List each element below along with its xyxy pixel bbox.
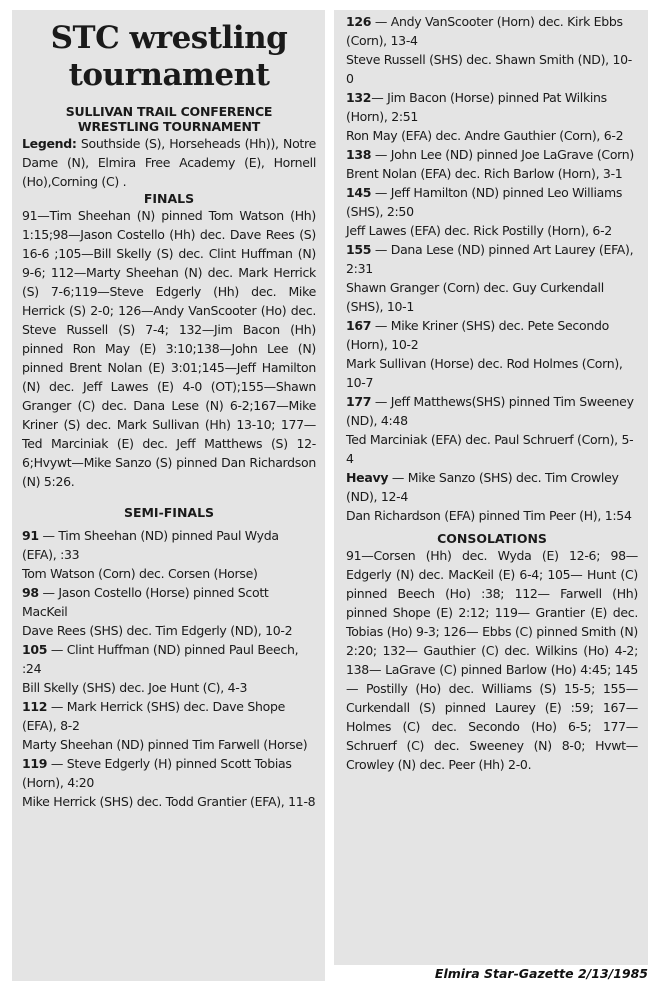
result-text: Dave Rees (SHS) dec. Tim Edgerly (ND), 10-2 <box>22 623 293 638</box>
weight-class: 105 <box>22 642 48 657</box>
result-entry <box>22 640 316 678</box>
result-text: — Jeff Hamilton (ND) pinned Leo Williams (SHS), 2:50 <box>346 185 623 219</box>
result-text: — Mike Sanzo (SHS) dec. Tim Crowley (ND), 12-4 <box>346 470 619 504</box>
weight-class: Heavy <box>346 470 389 485</box>
result-text: Jeff Lawes (EFA) dec. Rick Postilly (Horn), 6-2 <box>346 223 612 238</box>
subhead-line-2: WRESTLING TOURNAMENT <box>77 119 261 134</box>
subhead <box>22 104 316 134</box>
weight-class: 167 <box>346 318 372 333</box>
result-entry <box>346 278 638 316</box>
result-entry <box>22 526 316 564</box>
legend-text: Southside (S), Horseheads (Hh)), Notre Dame (N), Elmira Free Academy (E), Hornell (Ho),Corning (C) . <box>22 136 316 189</box>
weight-class: 145 <box>346 185 372 200</box>
result-text: Bill Skelly (SHS) dec. Joe Hunt (C), 4-3 <box>22 680 248 695</box>
result-text: — Tim Sheehan (ND) pinned Paul Wyda (EFA), :33 <box>22 528 279 562</box>
result-entry <box>22 621 316 640</box>
result-entry <box>346 145 638 164</box>
result-entry <box>346 88 638 126</box>
result-text: Dan Richardson (EFA) pinned Tim Peer (H), 1:54 <box>346 508 632 523</box>
result-text: Ted Marciniak (EFA) dec. Paul Schruerf (Corn), 5-4 <box>346 432 634 466</box>
consolations-results: 91—Corsen (Hh) dec. Wyda (E) 12-6; 98— Edgerly (N) dec. MacKeil (E) 6-4; 105— Hunt (C) pinned Beech (Ho) :38; 112— Farwell (Hh) pinned Shope (E) 2:12; 119— Grantier (E) dec. Tobias (Ho) 9-3; 126— Ebbs (C) pinned Smith (N) 2:20; 132— Gauthier (C) dec. Wilkins (Ho) 4-2; 138— LaGrave (C) pinned Barlow (Ho) 4:45; 145— Postilly (Ho) dec. Williams (S) 15-5; 155— Curkendall (S) pinned Laurey (E) :59; 167— Holmes (C) dec. Secondo (Ho) 6-5; 177—Schruerf (C) dec. Sweeney (N) 8-0; Hvwt— Crowley (N) dec. Peer (Hh) 2-0. <box>346 548 638 772</box>
result-entry <box>346 50 638 88</box>
result-entry <box>346 468 638 506</box>
result-entry <box>346 392 638 430</box>
legend-label: Legend: <box>22 136 77 151</box>
result-text: — Jeff Matthews(SHS) pinned Tim Sweeney (ND), 4:48 <box>346 394 634 428</box>
finals-heading: FINALS <box>143 191 195 206</box>
result-text: — Clint Huffman (ND) pinned Paul Beech, :24 <box>22 642 299 676</box>
headline-line-2: tournament <box>68 57 270 93</box>
semifinals-right-list <box>346 12 638 525</box>
semifinals-heading: SEMI-FINALS <box>123 505 215 520</box>
result-text: — John Lee (ND) pinned Joe LaGrave (Corn) <box>371 147 634 162</box>
result-text: — Mark Herrick (SHS) dec. Dave Shope (EFA), 8-2 <box>22 699 285 733</box>
weight-class: 177 <box>346 394 372 409</box>
semifinals-left-list <box>22 526 316 811</box>
weight-class: 119 <box>22 756 48 771</box>
result-text: — Andy VanScooter (Horn) dec. Kirk Ebbs (Corn), 13-4 <box>346 14 623 48</box>
result-entry <box>22 564 316 583</box>
result-text: Steve Russell (SHS) dec. Shawn Smith (ND), 10-0 <box>346 52 633 86</box>
result-entry <box>22 678 316 697</box>
weight-class: 98 <box>22 585 39 600</box>
result-text: Brent Nolan (EFA) dec. Rich Barlow (Horn), 3-1 <box>346 166 623 181</box>
weight-class: 132 <box>346 90 372 105</box>
subhead-line-1: SULLIVAN TRAIL CONFERENCE <box>65 104 273 119</box>
result-text: Shawn Granger (Corn) dec. Guy Curkendall (SHS), 10-1 <box>346 280 604 314</box>
finals-results: 91—Tim Sheehan (N) pinned Tom Watson (Hh) 1:15;98—Jason Costello (Hh) dec. Dave Rees (S) 16-6 ;105—Bill Skelly (S) dec. Clint Huffman (N) 9-6; 112—Marty Sheehan (N) dec. Mark Herrick (S) 7-6;119—Steve Edgerly (Hh) dec. Mike Herrick (S) 2-0; 126—Andy VanScooter (Ho) dec. Steve Russell (S) 7-4; 132—Jim Bacon (Hh) pinned Ron May (E) 3:10;138—John Lee (N) pinned Brent Nolan (E) 3:01;145—Jeff Hamilton (N) dec. Jeff Lawes (E) 4-0 (OT);155—Shawn Granger (C) dec. Dana Lese (N) 6-2;167—Mike Kriner (S) dec. Mark Sullivan (Hh) 13-10; 177—Ted Marciniak (E) dec. Jeff Matthews (S) 12-6;Hvywt—Mike Sanzo (S) pinned Dan Richardson (N) 5:26. <box>22 208 316 489</box>
result-entry <box>22 792 316 811</box>
weight-class: 112 <box>22 699 48 714</box>
result-text: — Jason Costello (Horse) pinned Scott MacKeil <box>22 585 269 619</box>
result-text: Mark Sullivan (Horse) dec. Rod Holmes (Corn), 10-7 <box>346 356 623 390</box>
result-entry <box>346 430 638 468</box>
result-text: — Jim Bacon (Horse) pinned Pat Wilkins (Horn), 2:51 <box>346 90 607 124</box>
result-text: — Dana Lese (ND) pinned Art Laurey (EFA), 2:31 <box>346 242 634 276</box>
result-entry <box>346 183 638 221</box>
weight-class: 138 <box>346 147 372 162</box>
result-text: Mike Herrick (SHS) dec. Todd Grantier (EFA), 11-8 <box>22 794 316 809</box>
result-text: — Mike Kriner (SHS) dec. Pete Secondo (Horn), 10-2 <box>346 318 609 352</box>
headline <box>22 20 316 94</box>
result-entry <box>346 12 638 50</box>
result-entry <box>22 735 316 754</box>
result-entry <box>346 354 638 392</box>
result-text: Marty Sheehan (ND) pinned Tim Farwell (Horse) <box>22 737 308 752</box>
source-caption: Elmira Star-Gazette 2/13/1985 <box>434 966 648 981</box>
weight-class: 126 <box>346 14 372 29</box>
result-text: Ron May (EFA) dec. Andre Gauthier (Corn), 6-2 <box>346 128 624 143</box>
result-entry <box>346 240 638 278</box>
result-entry <box>346 221 638 240</box>
left-column <box>12 10 325 981</box>
right-column <box>334 10 648 965</box>
weight-class: 155 <box>346 242 372 257</box>
result-entry <box>346 164 638 183</box>
consolations-heading: CONSOLATIONS <box>437 531 547 546</box>
result-entry <box>22 583 316 621</box>
legend <box>22 134 316 191</box>
headline-line-1: STC wrestling <box>50 20 288 56</box>
weight-class: 91 <box>22 528 39 543</box>
result-text: Tom Watson (Corn) dec. Corsen (Horse) <box>22 566 258 581</box>
result-text: — Steve Edgerly (H) pinned Scott Tobias (Horn), 4:20 <box>22 756 292 790</box>
result-entry <box>22 697 316 735</box>
result-entry <box>346 126 638 145</box>
result-entry <box>346 316 638 354</box>
result-entry <box>22 754 316 792</box>
result-entry <box>346 506 638 525</box>
